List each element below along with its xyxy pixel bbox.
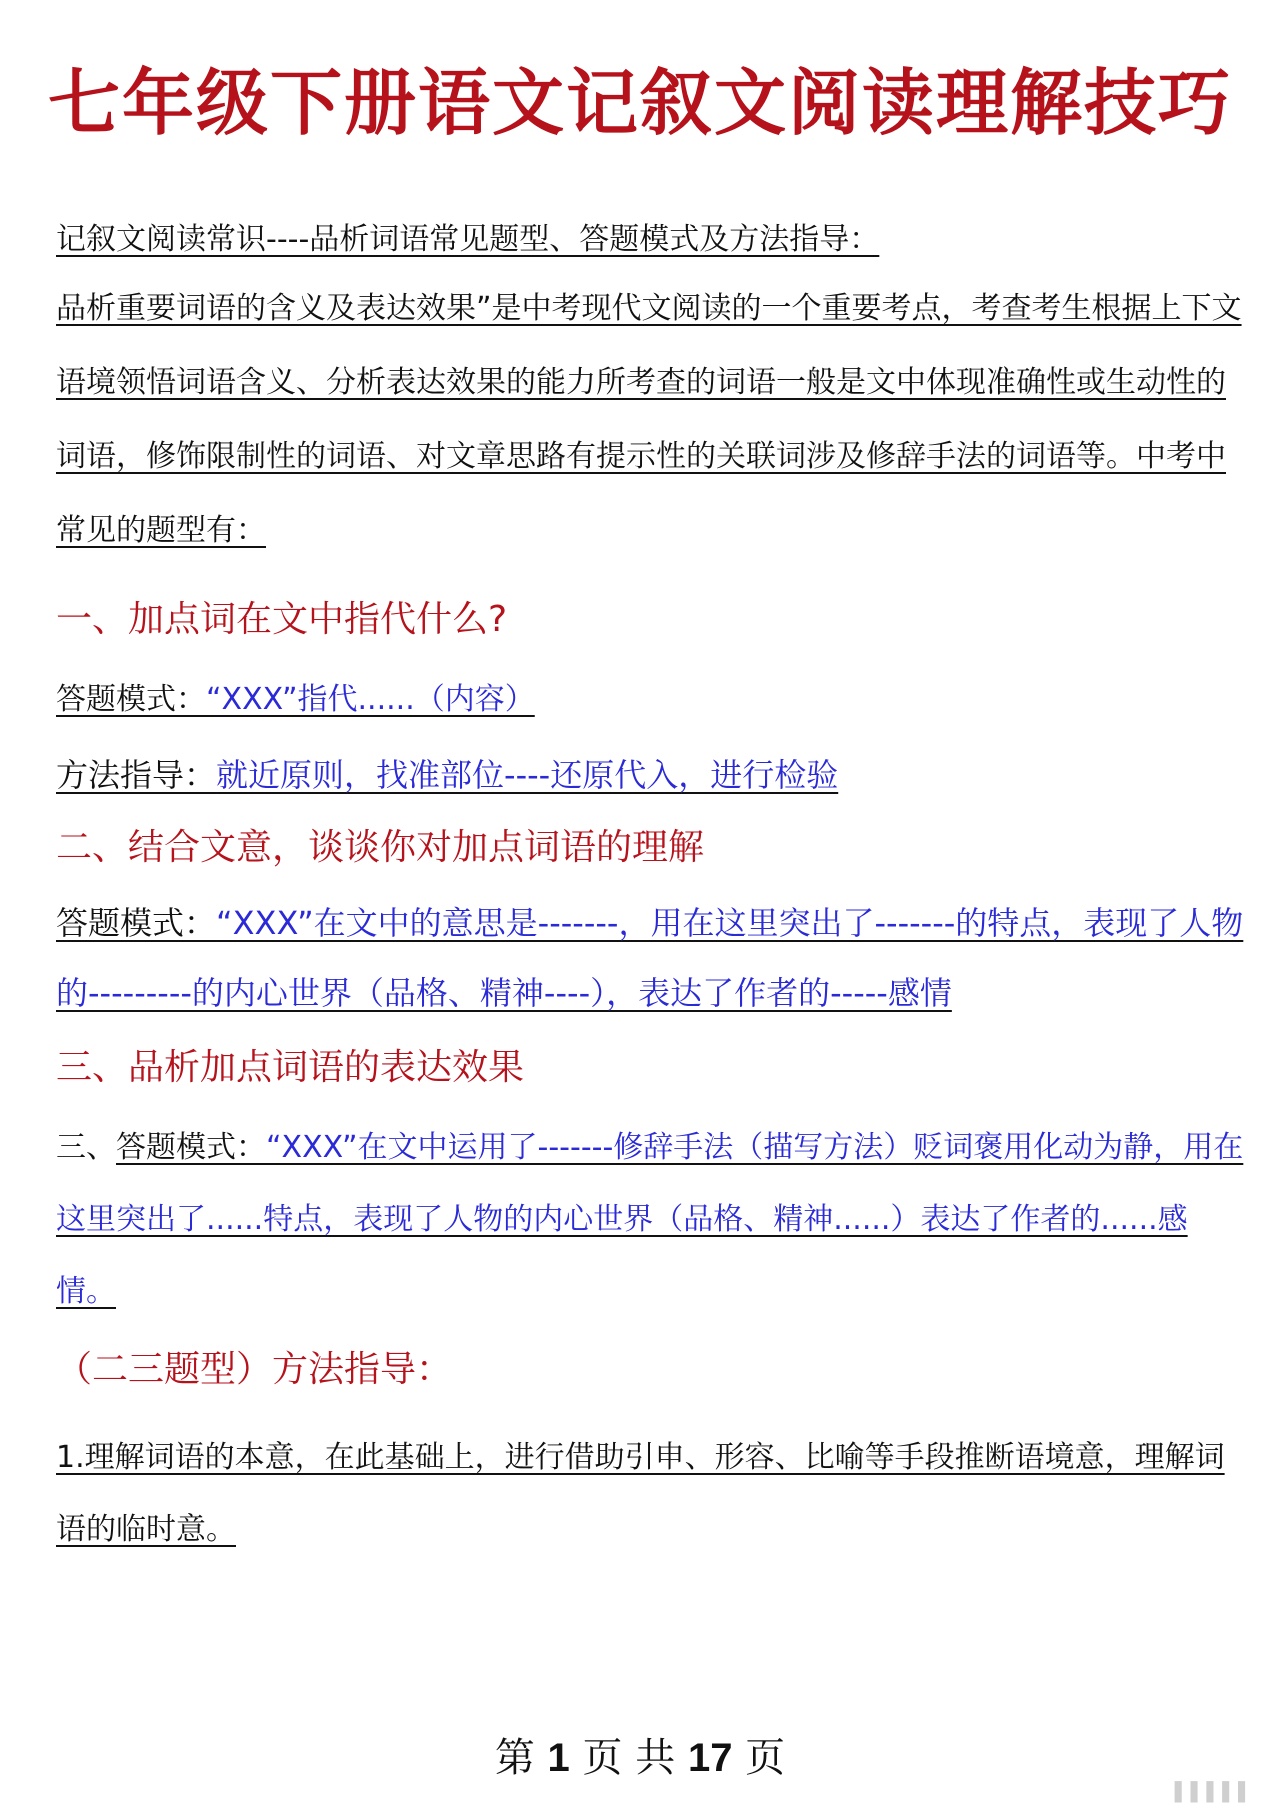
section2-answer-label: 答题模式： xyxy=(56,904,217,942)
method-heading: （二三题型）方法指导： xyxy=(56,1349,453,1390)
method-item-1 xyxy=(56,1422,1246,1566)
footer-middle: 页 共 xyxy=(582,1735,676,1781)
page-footer xyxy=(0,1730,1280,1786)
section3-answer-label: 答题模式： xyxy=(116,1130,266,1165)
section2-answer-text: “XXX”在文中的意思是-------，用在这里突出了-------的特点，表现了人物的---------的内心世界（品格、精神----），表达了作者的-----感情 xyxy=(56,904,1244,1012)
section3-heading: 三、品析加点词语的表达效果 xyxy=(56,1047,525,1088)
section2-heading: 二、结合文意，谈谈你对加点词语的理解 xyxy=(56,827,705,868)
section1-answer-label: 答题模式： xyxy=(56,682,206,717)
page-title: 七年级下册语文记叙文阅读理解技巧 xyxy=(47,61,1232,145)
intro-heading-text: 记叙文阅读常识----品析词语常见题型、答题模式及方法指导： xyxy=(56,222,880,257)
method-item-1-text: 1.理解词语的本意，在此基础上，进行借助引申、形容、比喻等手段推断语境意，理解词语的临时意。 xyxy=(56,1440,1225,1547)
section1-heading: 一、加点词在文中指代什么? xyxy=(56,599,508,640)
section1-method-label: 方法指导： xyxy=(56,756,217,794)
section1-answer xyxy=(56,664,1246,736)
watermark-icon: ▌▌▌▌▌ xyxy=(1174,1782,1254,1803)
footer-current-page: 1 xyxy=(547,1736,570,1780)
document-body xyxy=(56,208,1246,1566)
footer-prefix: 第 xyxy=(494,1735,535,1781)
intro-paragraph xyxy=(56,272,1246,568)
section1-answer-text: “XXX”指代......（内容） xyxy=(206,682,535,717)
section3-answer xyxy=(56,1112,1246,1328)
section3-answer-text: “XXX”在文中运用了-------修辞手法（描写方法）贬词褒用化动为静，用在这里突出了......特点，表现了人物的内心世界（品格、精神......）表达了作者的......感情。 xyxy=(56,1130,1244,1309)
footer-suffix: 页 xyxy=(745,1735,786,1781)
section1-method xyxy=(56,736,1246,814)
intro-heading xyxy=(56,208,1246,272)
section3-answer-prefix: 三、 xyxy=(56,1130,116,1165)
intro-paragraph-text: 品析重要词语的含义及表达效果”是中考现代文阅读的一个重要考点，考查考生根据上下文语境领悟词语含义、分析表达效果的能力所考查的词语一般是文中体现准确性或生动性的词语，修饰限制性的词语、对文章思路有提示性的关联词涉及修辞手法的词语等。中考中常见的题型有： xyxy=(56,291,1242,548)
section2-answer xyxy=(56,888,1246,1028)
footer-total-pages: 17 xyxy=(687,1736,733,1780)
section1-method-text: 就近原则，找准部位----还原代入，进行检验 xyxy=(216,756,839,794)
